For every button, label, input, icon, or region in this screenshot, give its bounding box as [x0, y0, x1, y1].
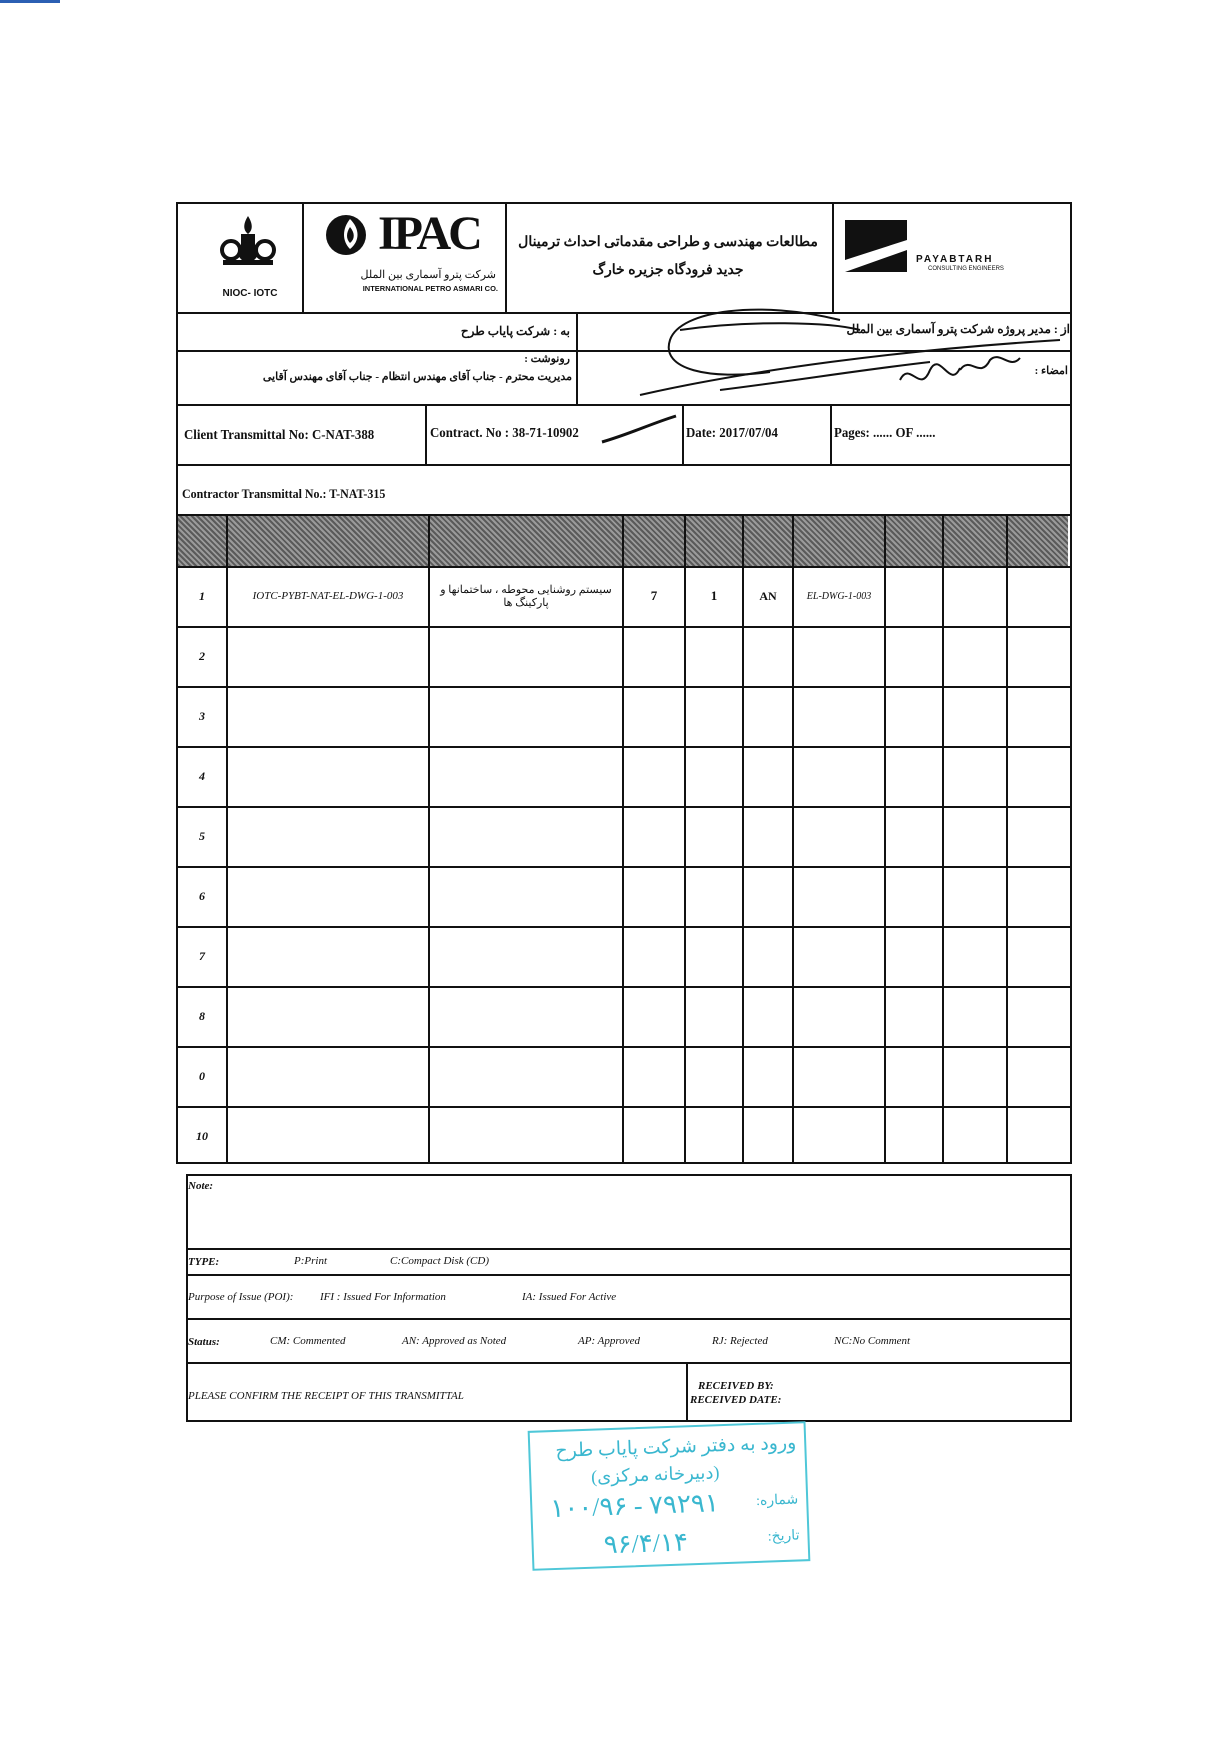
payabtarh-name: PAYABTARH [916, 254, 994, 265]
ipac-english-name: INTERNATIONAL PETRO ASMARI CO. [362, 284, 498, 293]
row-type [624, 806, 684, 866]
row-status [744, 866, 792, 926]
row-title [430, 986, 622, 1046]
row-title-line1: سیستم روشنایی محوطه ، ساختمانها و [440, 584, 612, 596]
row-doc-no [228, 746, 428, 806]
row-doc-no [228, 626, 428, 686]
row-title [430, 1046, 622, 1106]
row-type [624, 1106, 684, 1166]
row-ref [794, 926, 884, 986]
date-field: Date: 2017/07/04 [686, 426, 778, 441]
row-no: 8 [199, 1008, 205, 1023]
client-transmittal: Client Transmittal No: C-NAT-388 [184, 428, 375, 443]
row-ref [794, 986, 884, 1046]
contract-number: Contract. No : 38-71-10902 [430, 426, 579, 441]
scan-top-mark [0, 0, 60, 3]
nioc-label: NIOC- IOTC [222, 288, 278, 299]
pages-field: Pages: ...... OF ...... [834, 426, 936, 441]
nioc-logo-icon [213, 212, 283, 272]
row-no: 4 [199, 768, 205, 783]
received-date-label: RECEIVED DATE: [690, 1394, 782, 1406]
status-ap: AP: Approved [578, 1335, 641, 1347]
row-type [624, 686, 684, 746]
row-no: 7 [199, 948, 205, 963]
ipac-farsi-name: شرکت پترو آسماری بین الملل [360, 269, 496, 281]
row-type [624, 866, 684, 926]
row-title [430, 746, 622, 806]
row-doc-no: IOTC-PYBT-NAT-EL-DWG-1-003 [252, 590, 404, 602]
row-no: 6 [199, 888, 205, 903]
row-copies: 1 [710, 588, 718, 603]
row-no: 10 [196, 1128, 208, 1143]
receipt-stamp [528, 1421, 811, 1571]
row-doc-no [228, 1106, 428, 1166]
row-ref [794, 746, 884, 806]
row-copies [686, 1046, 742, 1106]
row-title [430, 806, 622, 866]
row-copies [686, 986, 742, 1046]
row-status [744, 806, 792, 866]
row-ref [794, 1106, 884, 1166]
stamp-date-label: تاریخ: [767, 1528, 800, 1545]
received-by-label: RECEIVED BY: [698, 1380, 774, 1392]
cc-label: رونوشت : [524, 353, 570, 365]
row-no: 0 [199, 1068, 205, 1083]
payabtarh-logo-icon [845, 220, 907, 272]
row-copies [686, 686, 742, 746]
row-copies [686, 866, 742, 926]
row-doc-no [228, 926, 428, 986]
row-title [430, 926, 622, 986]
row-ref [794, 866, 884, 926]
row-doc-no [228, 686, 428, 746]
row-ref [794, 686, 884, 746]
row-ref [794, 1046, 884, 1106]
row-title [430, 686, 622, 746]
poi-ia: IA: Issued For Active [522, 1291, 617, 1303]
to-field: به : شرکت پایاب طرح [460, 324, 570, 338]
row-no: 1 [199, 588, 205, 603]
row-ref [794, 806, 884, 866]
row-no: 3 [199, 708, 205, 723]
stamp-line2: (دبیرخانه مرکزی) [590, 1462, 720, 1487]
row-no: 5 [199, 828, 205, 843]
row-copies [686, 806, 742, 866]
row-title-line2: پارکینگ ها [503, 597, 549, 609]
row-doc-no [228, 806, 428, 866]
row-doc-no [228, 986, 428, 1046]
row-copies [686, 926, 742, 986]
row-status [744, 626, 792, 686]
type-print: P:Print [294, 1255, 327, 1267]
poi-label: Purpose of Issue (POI): [188, 1291, 294, 1303]
note-label: Note: [188, 1180, 214, 1192]
project-title-line2: جدید فرودگاه جزیره خارگ [592, 263, 744, 278]
row-type [624, 1046, 684, 1106]
payabtarh-sub: CONSULTING ENGINEERS [928, 266, 1004, 272]
type-label: TYPE: [188, 1256, 220, 1268]
status-an: AN: Approved as Noted [402, 1335, 507, 1347]
arrow-scribble-icon [600, 410, 680, 450]
ipac-drop-icon [320, 213, 380, 257]
row-title [430, 1106, 622, 1166]
type-cd: C:Compact Disk (CD) [390, 1255, 489, 1267]
signature-scribble-icon [600, 300, 1070, 410]
row-type: 7 [650, 588, 658, 603]
stamp-date-value: ۹۶/۴/۱۴ [603, 1527, 689, 1560]
row-no: 2 [199, 648, 205, 663]
confirm-receipt-text: PLEASE CONFIRM THE RECEIPT OF THIS TRANSMITTAL [188, 1390, 464, 1402]
project-title-line1: مطالعات مهندسی و طراحی مقدماتی احداث ترمینال [518, 235, 818, 250]
stamp-line1: ورود به دفتر شرکت پایاب طرح [555, 1432, 797, 1462]
row-status [744, 1106, 792, 1166]
signature-label: امضاء : [1034, 365, 1068, 377]
status-cm: CM: Commented [270, 1335, 346, 1347]
row-title [430, 566, 622, 626]
from-field: از : مدیر پروژه شرکت پترو آسماری بین الملل [846, 322, 1070, 336]
row-title [430, 866, 622, 926]
contractor-transmittal: Contractor Transmittal No.: T-NAT-315 [182, 486, 386, 501]
row-doc-no [228, 1046, 428, 1106]
poi-ifi: IFI : Issued For Information [320, 1291, 446, 1303]
row-type [624, 986, 684, 1046]
row-type [624, 926, 684, 986]
stamp-number-label: شماره: [755, 1492, 799, 1509]
row-ref [794, 626, 884, 686]
status-nc: NC:No Comment [834, 1335, 911, 1347]
cc-value: مدیریت محترم - جناب آقای مهندس انتظام - جناب آقای مهندس آقایی [262, 371, 572, 383]
row-ref: EL-DWG-1-003 [806, 590, 872, 602]
row-type [624, 746, 684, 806]
row-status [744, 686, 792, 746]
stamp-number-value: ۱۰۰/۹۶ - ۷۹۲۹۱ [549, 1488, 720, 1524]
row-copies [686, 626, 742, 686]
row-status [744, 986, 792, 1046]
row-status [744, 1046, 792, 1106]
ipac-logo-text: IPAC [378, 207, 480, 260]
row-type [624, 626, 684, 686]
row-title [430, 626, 622, 686]
row-status [744, 746, 792, 806]
status-label: Status: [188, 1336, 220, 1348]
row-status: AN [759, 588, 777, 603]
row-status [744, 926, 792, 986]
status-rj: RJ: Rejected [712, 1335, 768, 1347]
row-copies [686, 1106, 742, 1166]
row-doc-no [228, 866, 428, 926]
row-copies [686, 746, 742, 806]
